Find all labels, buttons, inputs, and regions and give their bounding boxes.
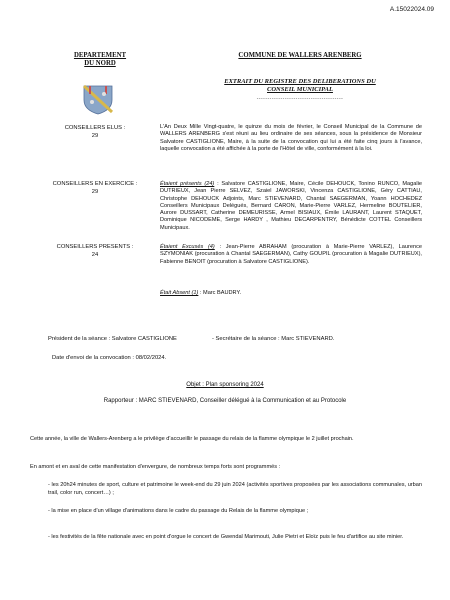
rapporteur-line: Rapporteur : MARC STIEVENARD, Conseiller délégué à la Communication et au Protocole xyxy=(103,398,347,404)
register-extract-heading xyxy=(190,78,410,94)
present-label-text: CONSEILLERS PRESENTS : xyxy=(56,244,134,250)
bullet-national-holiday: - les festivités de la fête nationale avec en point d'orgue le concert de Gwendal Marimouti, Julie Pietri et Eloïz puis le feu d'artifice au site minier. xyxy=(48,534,404,540)
present-count: 24 xyxy=(91,251,99,258)
subject-heading: Objet : Plan sponsoring 2024 xyxy=(186,382,264,388)
commune-heading: COMMUNE DE WALLERS ARENBERG xyxy=(238,52,362,59)
elected-count: 29 xyxy=(91,132,99,139)
department-line-2: DU NORD xyxy=(84,60,116,67)
session-secretary: - Secrétaire de la séance : Marc STIEVENARD. xyxy=(212,336,335,342)
session-president: Président de la séance : Salvatore CASTIGLIONE xyxy=(48,336,177,342)
elected-councillors-label xyxy=(40,125,150,140)
bullet-sport-weekend: - les 20h24 minutes de sport, culture et patrimoine le week-end du 29 juin 2024 (activités sportives proposées par les associations communales, urban trail, color run, concert…) ; xyxy=(48,482,422,496)
present-councillors-label xyxy=(40,244,150,259)
department-heading xyxy=(50,52,150,68)
extract-line-1: EXTRAIT DU REGISTRE DES DELIBERATIONS DU xyxy=(224,78,376,85)
body-paragraph-1: Cette année, la ville de Wallers-Arenberg a le privilège d'accueillir le passage du relais de la flamme olympique le 2 juillet prochain. xyxy=(30,436,354,442)
document-reference: A.15022024.09 xyxy=(389,6,434,13)
session-intro-text: L'An Deux Mille Vingt-quatre, le quinze du mois de février, le Conseil Municipal de la Commune de WALLERS ARENBERG s'est réuni au lieu ordinaire de ses séances, sous la présidence de Monsieur Salvatore CASTIGLIONE, Maire, à la suite de la convocation qui lui a été faite cinq jours à l'avance, laquelle convocation a été affichée à la porte de l'Hôtel de ville, conformément à la loi. xyxy=(160,124,422,152)
body-paragraph-2: En amont et en aval de cette manifestation d'envergure, de nombreux temps forts sont programmés : xyxy=(30,464,281,470)
absent-members-title: Était Absent (1) xyxy=(160,290,199,296)
excused-members-title: Étaient Excusés (4) xyxy=(160,244,215,250)
coat-of-arms-icon xyxy=(80,84,116,116)
present-members-paragraph xyxy=(160,181,422,232)
excused-members-paragraph xyxy=(160,244,422,266)
department-line-1: DEPARTEMENT xyxy=(73,52,127,59)
extract-line-2: CONSEIL MUNICIPAL xyxy=(267,86,333,93)
absent-members-list: : Marc BAUDRY. xyxy=(199,290,242,296)
serving-label-text: CONSEILLERS EN EXERCICE : xyxy=(52,181,138,187)
elected-label-text: CONSEILLERS ELUS : xyxy=(64,125,126,131)
heading-dash-separator: ---------------------------------------- xyxy=(256,96,344,102)
present-members-title: Étaient présents (24) xyxy=(160,181,215,187)
convocation-date: Date d'envoi de la convocation : 08/02/2024. xyxy=(52,355,167,361)
present-members-list: : Salvatore CASTIGLIONE, Maire, Cécile DEHOUCK, Tonino RUNCO, Magalie DUTRIEUX, Jean Pierre SELVEZ, Szaiel JAWORSKI, Vincenza CASTIGLIONE, Géry CATTIAU, Christophe DEHOUCK Adjoints, Marc STIEVENARD, Chantal SAEGERMAN, Yoann HOCHEDEZ Conseillers Municipaux Delégués, Bernard CARON, Marie-Pierre VARLEZ, Hermeline BOUTELIER, Aurore DUSSART, Catherine DEMEURISSE, Armel BISIAUX, Émile LAURANT, Laurent STAQUET, Dominique NICODEME, Serge HARDY , Mathieu DECARPENTRY, Bénédicte COTTEL Conseillers Municipaux. xyxy=(160,181,422,231)
bullet-animation-village: - la mise en place d'un village d'animations dans le cadre du passage du Relais de la flamme olympique ; xyxy=(48,508,309,514)
serving-count: 29 xyxy=(91,188,99,195)
serving-councillors-label xyxy=(40,181,150,196)
excused-members-list: : Jean-Pierre ABRAHAM (procuration à Marie-Pierre VARLEZ), Laurence SZYMONIAK (procuration à Chantal SAEGERMAN), Cathy GOUPIL (procuration à Magalie DUTRIEUX), Fabienne BENOIT (procuration à Salvatore CASTIGLIONE). xyxy=(160,244,422,265)
absent-members-paragraph xyxy=(160,290,422,297)
